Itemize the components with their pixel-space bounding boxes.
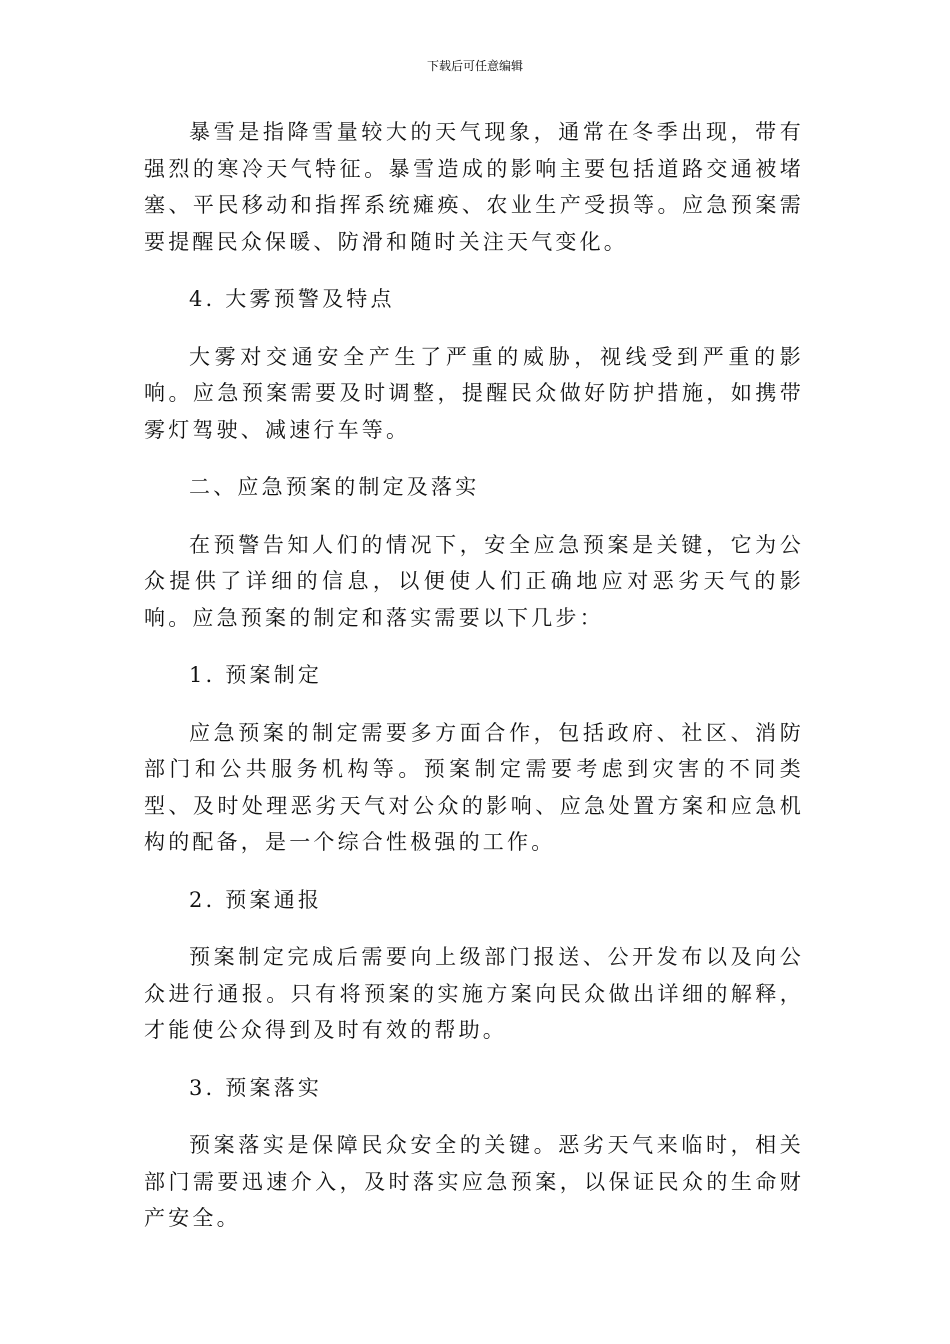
page-header: 下载后可任意编辑 [426,59,523,73]
paragraph-implementation: 预案落实是保障民众安全的关键。恶劣天气来临时，相关部门需要迅速介入，及时落实应急预案，以保证民众的生命财产安全。 [144,1133,804,1230]
paragraph-plan-intro: 在预警告知人们的情况下，安全应急预案是关键，它为公众提供了详细的信息，以便使人们正确地应对恶劣天气的影响。应急预案的制定和落实需要以下几步： [144,532,804,630]
paragraph-formulation: 应急预案的制定需要多方面合作，包括政府、社区、消防部门和公共服务机构等。预案制定需要考虑到灾害的不同类型、及时处理恶劣天气对公众的影响、应急处置方案和应急机构的配备，是一个综合性极强的工作。 [144,720,804,854]
section-heading-formulation: 1. 预案制定 [189,663,323,687]
paragraph-notification: 预案制定完成后需要向上级部门报送、公开发布以及向公众进行通报。只有将预案的实施方案向民众做出详细的解释，才能使公众得到及时有效的帮助。 [144,945,804,1042]
section-heading-notification: 2. 预案通报 [189,887,323,912]
section-heading-implementation: 3. 预案落实 [189,1075,323,1100]
paragraph-fog: 大雾对交通安全产生了严重的威胁，视线受到严重的影响。应急预案需要及时调整，提醒民众做好防护措施，如携带雾灯驾驶、减速行车等。 [144,344,804,442]
section-heading-plan: 二、应急预案的制定及落实 [189,475,480,499]
document-body [144,114,804,1237]
section-heading-fog: 4. 大雾预警及特点 [189,287,395,311]
paragraph-blizzard: 暴雪是指降雪量较大的天气现象，通常在冬季出现，带有强烈的寒冷天气特征。暴雪造成的影响主要包括道路交通被堵塞、平民移动和指挥系统瘫痪、农业生产受损等。应急预案需要提醒民众保暖、防滑和随时关注天气变化。 [144,120,804,254]
